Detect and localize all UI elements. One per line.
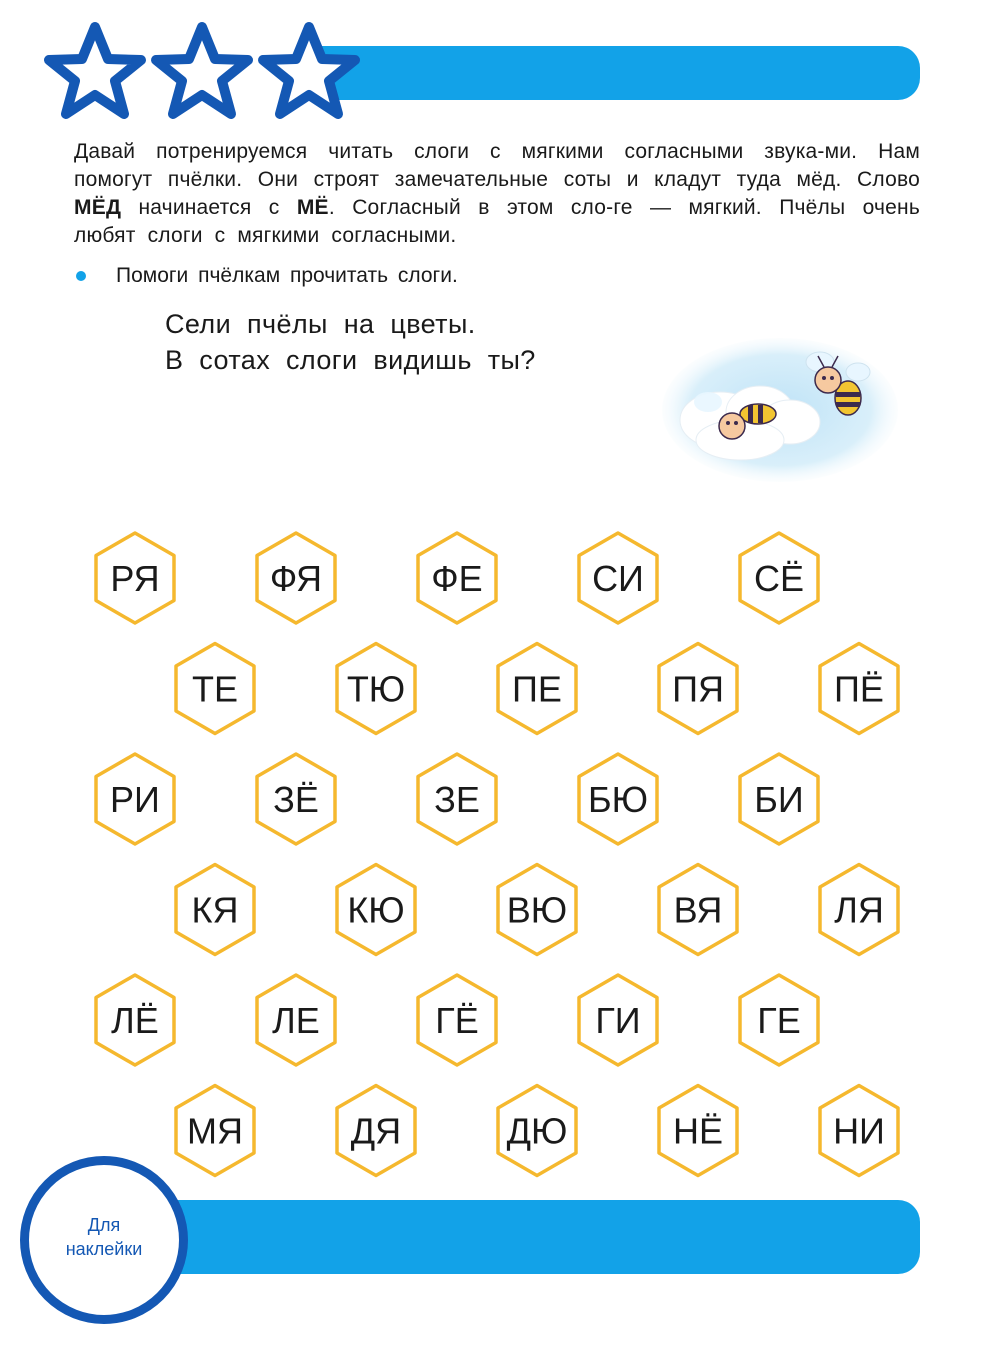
- honeycomb-cell: [820, 1086, 898, 1176]
- syllable-label: РЯ: [110, 558, 160, 599]
- honeycomb-cell: [740, 533, 818, 623]
- honeycomb-cell: [498, 865, 576, 955]
- honeycomb-cell: [820, 865, 898, 955]
- syllable-label: РИ: [110, 779, 160, 820]
- sticker-label-line-1: Для: [87, 1215, 121, 1235]
- syllable-label: СЁ: [753, 558, 805, 599]
- honeycomb-cell: [337, 644, 415, 734]
- honeycomb-cell: [498, 644, 576, 734]
- intro-text-3: . Согласный в этом сло-ге — мягкий. Пчёлы очень любят слоги с мягкими согласными.: [74, 196, 920, 247]
- honeycomb-cell: [176, 644, 254, 734]
- syllable-label: ГИ: [595, 1000, 641, 1041]
- honeycomb-cell: [337, 865, 415, 955]
- honeycomb-cell: [418, 975, 496, 1065]
- honeycomb-cell: [96, 533, 174, 623]
- footer-bar: [120, 1200, 920, 1274]
- honeycomb-cell: [579, 754, 657, 844]
- honeycomb-cell: [820, 644, 898, 734]
- syllable-label: КЯ: [191, 889, 239, 931]
- sticker-label-line-2: наклейки: [65, 1239, 143, 1259]
- honeycomb-cell: [96, 975, 174, 1065]
- syllable-label: ЗЕ: [434, 779, 480, 820]
- syllable-label: ВЮ: [506, 889, 568, 931]
- syllable-label: ЛЯ: [834, 889, 884, 931]
- syllable-label: ФЯ: [269, 558, 323, 599]
- honeycomb-cell: [418, 533, 496, 623]
- honeycomb-cell: [257, 533, 335, 623]
- honeycomb-cell: [740, 754, 818, 844]
- syllable-label: БЮ: [588, 779, 648, 820]
- honeycomb-cell: [659, 1086, 737, 1176]
- syllable-label: НИ: [833, 1110, 885, 1152]
- syllable-label: ПЯ: [672, 668, 724, 710]
- honeycomb-cell: [659, 865, 737, 955]
- poem-line-1: Сели пчёлы на цветы.: [165, 309, 476, 339]
- honeycomb-cell: [96, 754, 174, 844]
- honeycomb-cell: [740, 975, 818, 1065]
- syllable-label: КЮ: [347, 889, 405, 931]
- syllable-label: ДЯ: [350, 1110, 402, 1152]
- intro-bold-word: МЁД: [74, 196, 122, 219]
- intro-text-2: начинается с: [121, 196, 297, 219]
- poem-line-2: В сотах слоги видишь ты?: [165, 345, 536, 375]
- syllable-label: ТЕ: [191, 668, 239, 710]
- honeycomb-cell: [337, 1086, 415, 1176]
- syllable-label: ВЯ: [673, 889, 723, 931]
- honeycomb-cell: [579, 533, 657, 623]
- honeycomb-cell: [498, 1086, 576, 1176]
- honeycomb-cell: [257, 975, 335, 1065]
- syllable-label: МЯ: [187, 1110, 243, 1152]
- syllable-label: НЁ: [672, 1110, 724, 1152]
- intro-bold-syllable: МЁ: [296, 196, 329, 219]
- honeycomb-cell: [579, 975, 657, 1065]
- honeycomb-cell: [418, 754, 496, 844]
- syllable-label: ТЮ: [346, 668, 406, 710]
- task-instruction: Помоги пчёлкам прочитать слоги.: [116, 264, 458, 287]
- honeycomb-cell: [176, 1086, 254, 1176]
- syllable-label: ЗЁ: [273, 779, 319, 820]
- syllable-label: ГЕ: [757, 1000, 801, 1041]
- honeycomb-cell: [257, 754, 335, 844]
- honeycomb-cell: [659, 644, 737, 734]
- honeycomb-cell: [176, 865, 254, 955]
- syllable-label: ЛЁ: [111, 1000, 159, 1041]
- syllable-label: СИ: [592, 558, 644, 599]
- sticker-placeholder: [20, 1156, 188, 1324]
- syllable-label: ПЕ: [512, 668, 562, 710]
- syllable-label: ГЁ: [435, 1000, 479, 1041]
- syllable-label: ФЕ: [431, 558, 483, 599]
- intro-text-1: Давай потренируемся читать слоги с мягкими согласными звука-ми. Нам помогут пчёлки. Они строят замечательные соты и кладут туда мёд. Слово: [74, 140, 920, 191]
- syllable-label: ДЮ: [506, 1110, 568, 1152]
- syllable-label: БИ: [754, 779, 804, 820]
- syllable-label: ПЁ: [834, 668, 884, 710]
- syllable-label: ЛЕ: [272, 1000, 320, 1041]
